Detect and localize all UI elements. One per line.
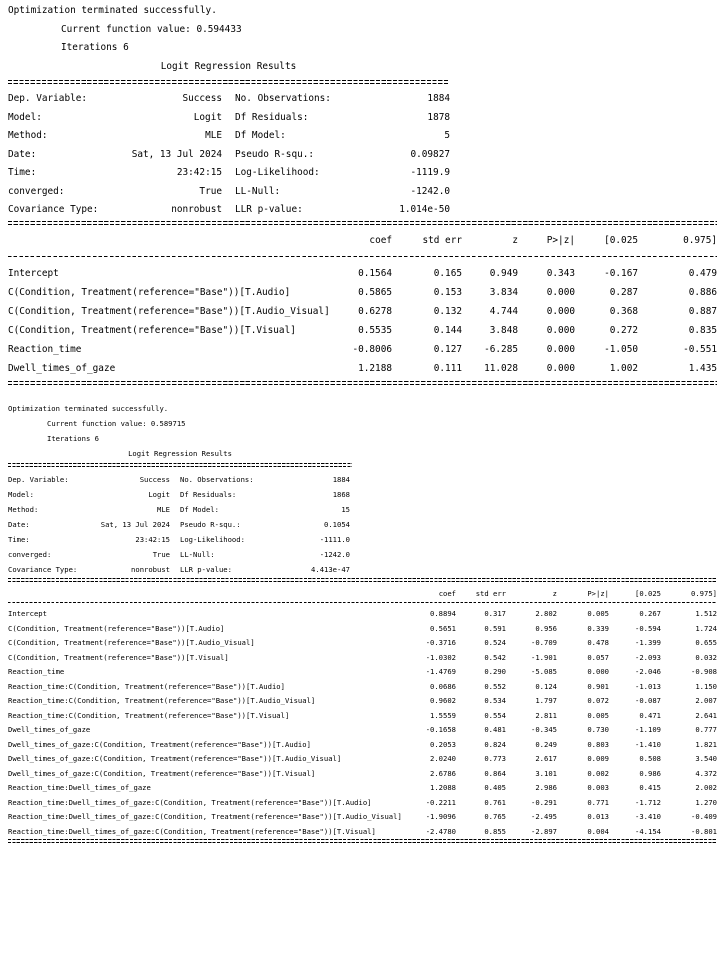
coef-cell-ci-high: 3.540: [695, 754, 717, 764]
coef-cell-ci-low: -1.013: [635, 681, 661, 691]
coef-cell-ci-high: 0.887: [688, 306, 717, 318]
info-label-right: Pseudo R-squ.:: [180, 520, 241, 530]
coef-row: [0, 651, 725, 666]
coef-cell-z: 4.744: [489, 306, 518, 318]
coef-cell-ci-high: -0.551: [683, 344, 717, 356]
coef-row-label: C(Condition, Treatment(reference="Base"))[T.Audio]: [8, 623, 225, 633]
info-row: [0, 109, 725, 128]
coef-cell-ci-high: 0.777: [695, 725, 717, 735]
coef-cell-coef: 1.5559: [430, 710, 456, 720]
coef-cell-coef: 0.8894: [430, 609, 456, 619]
coef-cell-std-err: 0.542: [484, 652, 506, 662]
coef-cell-std-err: 0.127: [433, 344, 462, 356]
coef-cell-std-err: 0.765: [484, 812, 506, 822]
coef-cell-coef: 0.6278: [358, 306, 392, 318]
coef-cell-coef: -1.0302: [425, 652, 456, 662]
coef-cell-ci-low: 0.471: [639, 710, 661, 720]
info-value-right: 1884: [427, 93, 450, 104]
info-value-right: 15: [341, 505, 350, 515]
info-label-left: Dep. Variable:: [8, 475, 69, 485]
coef-cell-coef: -1.9096: [425, 812, 456, 822]
coef-cell-std-err: 0.481: [484, 725, 506, 735]
info-value-left: Sat, 13 Jul 2024: [100, 520, 170, 530]
coef-row: [0, 694, 725, 709]
coef-cell-ci-high: -0.908: [691, 667, 717, 677]
coef-cell-z: 11.028: [484, 363, 518, 375]
coef-row: [0, 810, 725, 825]
col-header-z: z: [552, 589, 557, 599]
info-value-left: Success: [182, 93, 222, 104]
coef-cell-std-err: 0.405: [484, 783, 506, 793]
coef-row-label: Dwell_times_of_gaze:C(Condition, Treatment(reference="Base"))[T.Visual]: [8, 768, 316, 778]
coef-row-label: Dwell_times_of_gaze:C(Condition, Treatment(reference="Base"))[T.Audio_Visual]: [8, 754, 342, 764]
coef-cell-coef: -0.1658: [425, 725, 456, 735]
coef-row-label: Intercept: [8, 609, 47, 619]
info-label-left: Date:: [8, 148, 37, 160]
coef-cell-p-value: 0.013: [587, 812, 609, 822]
info-value-left: nonrobust: [131, 565, 170, 575]
coef-cell-ci-low: -0.594: [635, 623, 661, 633]
coef-cell-coef: 0.2053: [430, 739, 456, 749]
coef-cell-z: 2.802: [535, 609, 557, 619]
coef-cell-p-value: 0.000: [587, 667, 609, 677]
info-table: [0, 90, 725, 220]
coef-cell-coef: 0.9602: [430, 696, 456, 706]
coef-cell-p-value: 0.901: [587, 681, 609, 691]
coef-cell-p-value: 0.002: [587, 768, 609, 778]
coef-cell-z: 1.797: [535, 696, 557, 706]
coef-cell-ci-low: -2.046: [635, 667, 661, 677]
coef-cell-z: -2.495: [531, 812, 557, 822]
coef-cell-ci-low: -1.712: [635, 797, 661, 807]
separator-double-line: [8, 381, 717, 386]
coef-cell-z: -1.901: [531, 652, 557, 662]
coef-row-label: C(Condition, Treatment(reference="Base"))[T.Audio]: [8, 287, 291, 299]
coef-cell-z: 0.956: [535, 623, 557, 633]
coef-cell-ci-low: 0.508: [639, 754, 661, 764]
info-row: [0, 146, 725, 165]
coef-cell-p-value: 0.803: [587, 739, 609, 749]
info-value-left: MLE: [205, 130, 222, 141]
info-value-right: 1.014e-50: [399, 204, 450, 215]
coef-cell-coef: 2.0240: [430, 754, 456, 764]
coef-row-label: Reaction_time:Dwell_times_of_gaze:C(Condition, Treatment(reference="Base"))[T.Audio]: [8, 797, 372, 807]
coef-cell-ci-low: -0.087: [635, 696, 661, 706]
summary-title: Logit Regression Results: [128, 449, 232, 459]
coef-cell-ci-high: 1.435: [688, 363, 717, 375]
info-label-left: Covariance Type:: [8, 204, 99, 215]
info-row: [0, 201, 725, 220]
coef-row: [0, 752, 725, 767]
coef-cell-ci-high: 2.002: [695, 783, 717, 793]
coef-cell-std-err: 0.153: [433, 287, 462, 299]
summary-title: Logit Regression Results: [160, 60, 297, 72]
coef-table-body: [0, 607, 725, 839]
separator-dashed-line: [8, 256, 717, 257]
info-value-right: -1242.0: [410, 185, 450, 197]
current-function-value: Current function value: 0.594433: [61, 23, 242, 35]
info-row: [0, 90, 725, 109]
iterations-count: Iterations 6: [47, 434, 99, 444]
coef-row-label: Reaction_time: [8, 667, 65, 677]
info-label-right: Df Residuals:: [180, 490, 237, 500]
coef-cell-p-value: 0.478: [587, 638, 609, 648]
coef-cell-coef: -2.4780: [425, 826, 456, 836]
col-header-z: z: [512, 234, 518, 246]
coef-cell-ci-low: 0.986: [639, 768, 661, 778]
col-header-coef: coef: [369, 234, 392, 246]
info-value-right: 4.413e-47: [311, 565, 350, 575]
coef-cell-ci-high: 1.724: [695, 623, 717, 633]
separator-double-line: [8, 578, 717, 583]
coef-row: [0, 723, 725, 738]
coef-row: [0, 767, 725, 782]
coef-cell-p-value: 0.005: [587, 710, 609, 720]
coef-row-label: C(Condition, Treatment(reference="Base"))[T.Audio_Visual]: [8, 638, 255, 648]
coef-row-label: Reaction_time:C(Condition, Treatment(reference="Base"))[T.Audio]: [8, 681, 285, 691]
coef-row-label: Intercept: [8, 268, 59, 280]
coef-row: [0, 738, 725, 753]
info-row: [0, 472, 725, 487]
info-label-right: LLR p-value:: [180, 565, 232, 575]
coef-cell-z: -0.291: [531, 797, 557, 807]
coef-cell-ci-high: 1.150: [695, 681, 717, 691]
info-value-right: -1242.0: [319, 550, 350, 560]
info-value-right: 0.1054: [324, 520, 350, 530]
info-value-right: 5: [444, 130, 450, 141]
info-row: [0, 127, 725, 146]
coef-cell-ci-low: 0.272: [609, 325, 638, 337]
coef-table-header: [0, 232, 725, 251]
logit-summary-block-1: [0, 0, 725, 386]
coef-row: [0, 665, 725, 680]
info-label-right: LL-Null:: [180, 550, 215, 560]
info-label-right: Df Model:: [235, 130, 286, 141]
info-value-left: MLE: [157, 505, 170, 515]
coef-cell-ci-high: 0.655: [695, 638, 717, 648]
info-label-left: Method:: [8, 130, 48, 141]
coef-row: [0, 825, 725, 840]
coef-row: [0, 321, 725, 340]
info-value-right: 1878: [427, 111, 450, 123]
info-row: [0, 487, 725, 502]
coef-table-body: [0, 264, 725, 378]
info-value-left: nonrobust: [171, 204, 222, 215]
col-header-ci-high: 0.975]: [691, 589, 717, 599]
coef-cell-coef: 0.5651: [430, 623, 456, 633]
coef-row-label: Reaction_time:Dwell_times_of_gaze:C(Condition, Treatment(reference="Base"))[T.Audio_Visual]: [8, 812, 402, 822]
info-label-left: converged:: [8, 550, 52, 560]
info-value-left: True: [152, 550, 170, 560]
coef-row: [0, 302, 725, 321]
coef-cell-coef: 0.5535: [358, 325, 392, 337]
info-label-right: Pseudo R-squ.:: [235, 148, 315, 160]
coef-cell-std-err: 0.591: [484, 623, 506, 633]
coef-row: [0, 680, 725, 695]
coef-cell-ci-low: -1.109: [635, 725, 661, 735]
info-value-right: 0.09827: [410, 148, 450, 160]
coef-cell-p-value: 0.000: [546, 344, 575, 356]
coef-cell-coef: 1.2088: [430, 783, 456, 793]
coef-cell-z: 0.249: [535, 739, 557, 749]
info-row: [0, 547, 725, 562]
iterations-count: Iterations 6: [61, 42, 129, 53]
col-header-p-value: P>|z|: [546, 234, 575, 246]
coef-cell-z: -0.709: [531, 638, 557, 648]
separator-double-line: [8, 221, 717, 226]
coef-cell-ci-low: -4.154: [635, 826, 661, 836]
coef-cell-coef: 2.6786: [430, 768, 456, 778]
info-label-right: No. Observations:: [235, 93, 331, 104]
coef-row-label: C(Condition, Treatment(reference="Base"))[T.Audio_Visual]: [8, 306, 330, 318]
coef-cell-ci-high: 0.032: [695, 652, 717, 662]
coef-cell-ci-low: 1.002: [609, 363, 638, 375]
coef-cell-p-value: 0.771: [587, 797, 609, 807]
coef-cell-p-value: 0.003: [587, 783, 609, 793]
coef-row-label: Reaction_time:C(Condition, Treatment(reference="Base"))[T.Audio_Visual]: [8, 696, 316, 706]
info-label-left: Covariance Type:: [8, 565, 78, 575]
logit-summary-block-2: [0, 401, 725, 844]
coef-cell-p-value: 0.343: [546, 268, 575, 280]
info-value-left: 23:42:15: [176, 167, 222, 178]
col-header-ci-high: 0.975]: [683, 234, 717, 246]
info-value-right: 1868: [332, 490, 350, 500]
coef-cell-coef: 0.0686: [430, 681, 456, 691]
coef-cell-ci-low: -1.050: [604, 344, 638, 356]
coef-cell-p-value: 0.339: [587, 623, 609, 633]
coef-cell-ci-high: -0.409: [691, 812, 717, 822]
coef-cell-coef: 1.2188: [358, 363, 392, 375]
info-label-left: Dep. Variable:: [8, 93, 88, 104]
info-label-left: Time:: [8, 167, 37, 178]
coef-row-label: Dwell_times_of_gaze: [8, 363, 116, 375]
coef-row-label: Reaction_time:Dwell_times_of_gaze:C(Condition, Treatment(reference="Base"))[T.Visual]: [8, 826, 376, 836]
coef-cell-p-value: 0.009: [587, 754, 609, 764]
coef-cell-z: 3.834: [489, 287, 518, 299]
coef-cell-std-err: 0.132: [433, 306, 462, 318]
coef-cell-ci-low: 0.267: [639, 609, 661, 619]
coef-cell-coef: 0.5865: [358, 287, 392, 299]
coef-row: [0, 607, 725, 622]
coef-cell-z: 2.617: [535, 754, 557, 764]
col-header-coef: coef: [438, 589, 456, 599]
coef-cell-p-value: 0.000: [546, 325, 575, 337]
info-label-left: Date:: [8, 520, 30, 530]
coef-cell-z: -6.285: [484, 344, 518, 356]
coef-cell-std-err: 0.111: [433, 363, 462, 375]
coef-cell-ci-low: 0.415: [639, 783, 661, 793]
info-row: [0, 517, 725, 532]
info-label-left: Time:: [8, 535, 30, 545]
coef-cell-ci-high: 1.821: [695, 739, 717, 749]
info-value-left: True: [199, 185, 222, 197]
coef-row-label: Reaction_time:Dwell_times_of_gaze: [8, 783, 151, 793]
col-header-ci-low: [0.025: [604, 234, 638, 246]
info-value-left: Success: [139, 475, 170, 485]
coef-cell-z: 2.811: [535, 710, 557, 720]
coef-row-label: C(Condition, Treatment(reference="Base"))[T.Visual]: [8, 325, 296, 337]
coef-cell-ci-low: 0.368: [609, 306, 638, 318]
col-header-ci-low: [0.025: [635, 589, 661, 599]
coef-cell-std-err: 0.773: [484, 754, 506, 764]
coef-row: [0, 264, 725, 283]
coef-cell-ci-low: -1.410: [635, 739, 661, 749]
info-value-left: Sat, 13 Jul 2024: [131, 148, 222, 160]
coef-cell-std-err: 0.554: [484, 710, 506, 720]
coef-cell-std-err: 0.761: [484, 797, 506, 807]
coef-row: [0, 359, 725, 378]
coef-row-label: C(Condition, Treatment(reference="Base"))[T.Visual]: [8, 652, 229, 662]
col-header-p-value: P>|z|: [587, 589, 609, 599]
coef-cell-p-value: 0.004: [587, 826, 609, 836]
coef-cell-ci-low: -2.093: [635, 652, 661, 662]
coef-cell-std-err: 0.864: [484, 768, 506, 778]
coef-cell-ci-low: 0.287: [609, 287, 638, 299]
info-label-right: Log-Likelihood:: [180, 535, 245, 545]
coef-cell-ci-high: 0.479: [688, 268, 717, 280]
coef-cell-ci-low: -0.167: [604, 268, 638, 280]
coef-cell-ci-low: -1.399: [635, 638, 661, 648]
coef-cell-coef: 0.1564: [358, 268, 392, 280]
coef-row: [0, 622, 725, 637]
coef-cell-std-err: 0.534: [484, 696, 506, 706]
optimizer-message: Optimization terminated successfully.: [8, 404, 169, 414]
separator-double-line: [8, 80, 449, 85]
coef-cell-coef: -0.2211: [425, 797, 456, 807]
coef-row-label: Dwell_times_of_gaze:C(Condition, Treatment(reference="Base"))[T.Audio]: [8, 739, 311, 749]
coef-row: [0, 636, 725, 651]
coef-row: [0, 340, 725, 359]
col-header-std-err: std err: [475, 589, 506, 599]
separator-dashed-line: [8, 602, 717, 603]
info-value-left: 23:42:15: [135, 535, 170, 545]
coef-cell-std-err: 0.524: [484, 638, 506, 648]
info-label-right: Df Residuals:: [235, 111, 309, 123]
info-value-right: -1111.0: [319, 535, 350, 545]
coef-row: [0, 781, 725, 796]
info-label-right: LL-Null:: [235, 185, 281, 197]
coef-cell-p-value: 0.005: [587, 609, 609, 619]
coef-cell-std-err: 0.317: [484, 609, 506, 619]
coef-cell-z: 0.949: [489, 268, 518, 280]
info-row: [0, 164, 725, 183]
coef-cell-p-value: 0.057: [587, 652, 609, 662]
coef-row: [0, 283, 725, 302]
coef-cell-std-err: 0.144: [433, 325, 462, 337]
coef-row: [0, 796, 725, 811]
coef-cell-p-value: 0.000: [546, 306, 575, 318]
coef-cell-z: 0.124: [535, 681, 557, 691]
coef-cell-p-value: 0.000: [546, 287, 575, 299]
info-label-right: Log-Likelihood:: [235, 167, 320, 178]
coef-cell-z: 3.101: [535, 768, 557, 778]
coef-cell-ci-high: 2.007: [695, 696, 717, 706]
coef-cell-p-value: 0.730: [587, 725, 609, 735]
coef-cell-ci-high: 1.512: [695, 609, 717, 619]
coef-cell-ci-high: 4.372: [695, 768, 717, 778]
coef-cell-z: 2.986: [535, 783, 557, 793]
coef-cell-ci-high: 1.270: [695, 797, 717, 807]
info-label-left: converged:: [8, 185, 65, 197]
info-row: [0, 502, 725, 517]
info-table: [0, 472, 725, 577]
coef-cell-std-err: 0.824: [484, 739, 506, 749]
coef-cell-coef: -0.8006: [352, 344, 392, 356]
coef-cell-coef: -0.3716: [425, 638, 456, 648]
current-function-value: Current function value: 0.589715: [47, 419, 186, 429]
coef-cell-ci-high: -0.801: [691, 826, 717, 836]
info-label-left: Model:: [8, 111, 42, 123]
coef-cell-z: 3.848: [489, 325, 518, 337]
col-header-std-err: std err: [422, 234, 462, 246]
info-label-right: LLR p-value:: [235, 204, 303, 215]
info-label-left: Method:: [8, 505, 39, 515]
coef-cell-z: -0.345: [531, 725, 557, 735]
info-value-right: 1884: [332, 475, 350, 485]
coef-cell-p-value: 0.072: [587, 696, 609, 706]
coef-cell-z: -5.085: [531, 667, 557, 677]
coef-row: [0, 709, 725, 724]
coef-cell-std-err: 0.290: [484, 667, 506, 677]
info-row: [0, 562, 725, 577]
coef-row-label: Reaction_time:C(Condition, Treatment(reference="Base"))[T.Visual]: [8, 710, 290, 720]
coef-row-label: Reaction_time: [8, 344, 82, 356]
coef-cell-z: -2.897: [531, 826, 557, 836]
info-value-right: -1119.9: [410, 167, 450, 178]
coef-cell-std-err: 0.552: [484, 681, 506, 691]
coef-table-header: [0, 587, 725, 600]
coef-cell-ci-high: 0.835: [688, 325, 717, 337]
coef-cell-ci-high: 2.641: [695, 710, 717, 720]
optimizer-message: Optimization terminated successfully.: [8, 5, 217, 16]
info-row: [0, 532, 725, 547]
coef-cell-p-value: 0.000: [546, 363, 575, 375]
info-label-right: Df Model:: [180, 505, 219, 515]
separator-double-line: [8, 463, 352, 468]
coef-cell-coef: -1.4769: [425, 667, 456, 677]
info-value-left: Logit: [148, 490, 170, 500]
info-row: [0, 183, 725, 202]
info-value-left: Logit: [193, 111, 222, 123]
coef-cell-ci-high: 0.886: [688, 287, 717, 299]
coef-cell-std-err: 0.165: [433, 268, 462, 280]
coef-cell-ci-low: -3.410: [635, 812, 661, 822]
info-label-right: No. Observations:: [180, 475, 254, 485]
coef-row-label: Dwell_times_of_gaze: [8, 725, 91, 735]
coef-cell-std-err: 0.855: [484, 826, 506, 836]
info-label-left: Model:: [8, 490, 34, 500]
